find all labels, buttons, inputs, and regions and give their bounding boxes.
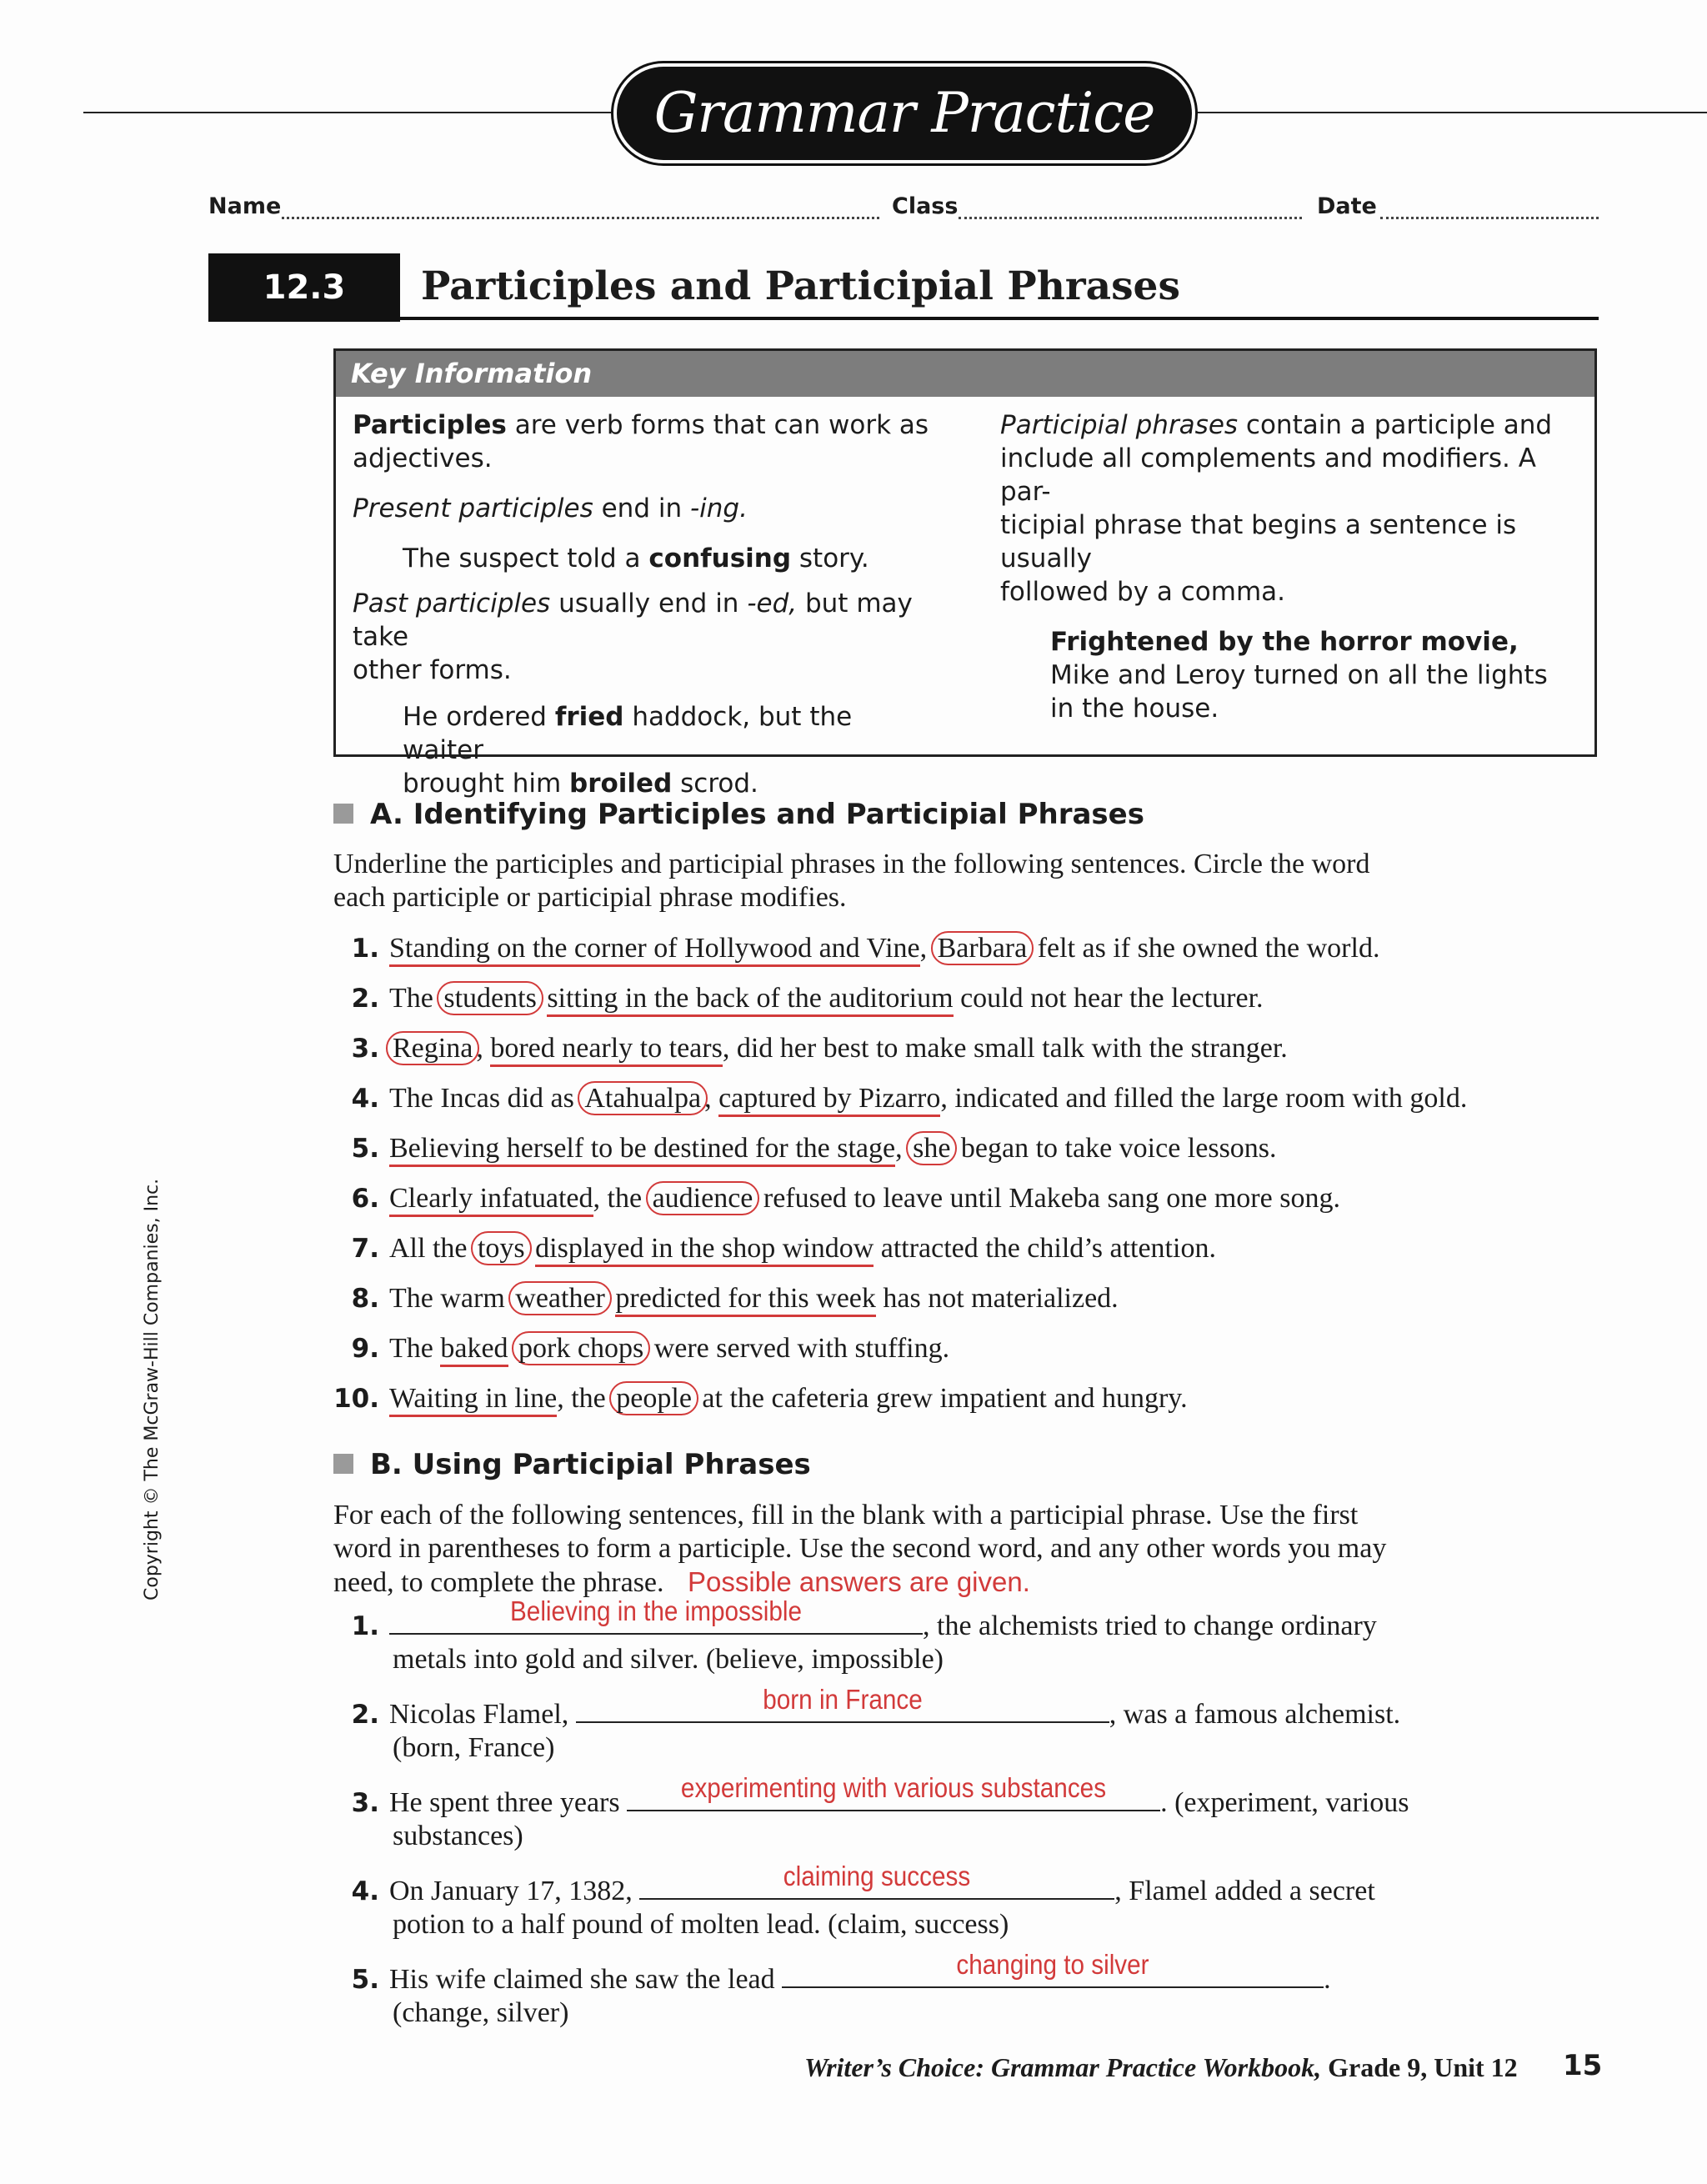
underlined-participle: displayed in the shop window (535, 1233, 874, 1267)
page-banner: Grammar Practice (617, 67, 1192, 160)
circled-word: Regina (386, 1031, 479, 1065)
sentence-text: , (704, 1083, 719, 1114)
fill-in-item (329, 1772, 1596, 1853)
underlined-participle: predicted for this week (615, 1283, 876, 1317)
underlined-participle: bored nearly to tears (490, 1033, 723, 1067)
underlined-participle: Standing on the corner of Hollywood and Vine (389, 933, 920, 967)
key-text: -ed, (747, 589, 798, 619)
class-label: Class (892, 193, 959, 219)
circled-word: audience (646, 1181, 760, 1215)
part-b-instructions (333, 1499, 1386, 1600)
sentence-text: . (experiment, various (1160, 1787, 1409, 1818)
sentence-text: The (389, 983, 441, 1014)
underlined-participle: Waiting in line (389, 1383, 557, 1417)
circled-word: weather (508, 1281, 612, 1315)
fill-in-item (329, 1949, 1596, 2030)
key-text: ticipial phrase that begins a sentence is usually (1000, 510, 1517, 574)
circled-word: people (609, 1381, 698, 1415)
exercise-item (329, 1024, 1596, 1074)
sentence-text: potion to a half pound of molten lead. (claim, success) (393, 1909, 1009, 1940)
answer-blank[interactable] (389, 1595, 923, 1635)
item-number: 9. (351, 1334, 379, 1364)
square-bullet-icon (333, 804, 353, 824)
header-rule-left (83, 112, 625, 113)
square-bullet-icon (333, 1454, 353, 1474)
exercise-item (329, 1074, 1596, 1124)
underlined-participle: sitting in the back of the auditorium (547, 983, 953, 1017)
example-text: story. (798, 543, 869, 574)
circled-word: pork chops (512, 1331, 650, 1365)
example-text: He ordered (403, 702, 547, 732)
example-text: The suspect told a (403, 543, 641, 574)
circled-word: she (906, 1131, 957, 1165)
sentence-text: attracted the child’s attention. (874, 1233, 1216, 1264)
sentence-text: at the cafeteria grew impatient and hungry. (694, 1383, 1188, 1414)
exercise-item (329, 1124, 1596, 1174)
footer-book: Writer’s Choice: Grammar Practice Workbook, (804, 2052, 1322, 2082)
sentence-text (528, 1233, 536, 1264)
sentence-text: , the (557, 1383, 613, 1414)
item-number: 8. (351, 1284, 379, 1314)
sentence-text: , the (593, 1183, 649, 1214)
sentence-text: The (389, 1333, 441, 1364)
sentence-text: (born, France) (393, 1732, 555, 1763)
key-info-heading: Key Information (336, 351, 1594, 397)
answer-note: Possible answers are given. (688, 1566, 1030, 1597)
example-text: brought him (403, 769, 562, 799)
exercise-item (329, 924, 1596, 974)
sentence-text: , (895, 1133, 910, 1164)
sentence-text: substances) (393, 1821, 523, 1851)
copyright: Copyright © The McGraw-Hill Companies, Inc. (142, 1178, 163, 1600)
example-bold: fried (554, 702, 624, 732)
handwritten-answer: born in France (763, 1684, 923, 1715)
sentence-text: His wife claimed she saw the lead (389, 1964, 783, 1995)
sentence-text: , (919, 933, 934, 964)
sentence-text: , did her best to make small talk with the stranger. (722, 1033, 1288, 1064)
example-bold: broiled (569, 769, 673, 799)
exercise-item (329, 1274, 1596, 1324)
answer-blank[interactable] (639, 1861, 1114, 1900)
instruction-line: each participle or participial phrase modifies. (333, 882, 847, 913)
name-field[interactable] (282, 217, 879, 219)
key-text: usually end in (558, 589, 739, 619)
sentence-text: The Incas did as (389, 1083, 582, 1114)
sentence-text: , the alchemists tried to change ordinary (923, 1610, 1377, 1641)
sentence-text: , was a famous alchemist. (1109, 1699, 1401, 1730)
sentence-text: refused to leave until Makeba sang one more song. (756, 1183, 1340, 1214)
exercise-item (329, 1324, 1596, 1374)
circled-word: toys (471, 1231, 532, 1265)
key-text: include all complements and modifiers. A par- (1000, 443, 1536, 507)
item-number: 2. (351, 1700, 379, 1730)
key-text: contain a participle and (1245, 410, 1553, 440)
exercise-item (329, 974, 1596, 1024)
key-info-right (1000, 408, 1584, 725)
answer-blank[interactable] (576, 1684, 1109, 1723)
sentence-text: , (476, 1033, 491, 1064)
circled-word: Barbara (931, 931, 1034, 965)
part-a-heading-text: A. Identifying Participles and Participial Phrases (370, 798, 1144, 831)
item-number: 6. (351, 1184, 379, 1214)
key-text: followed by a comma. (1000, 577, 1286, 607)
kw-participial-phrases: Participial phrases (1000, 410, 1239, 440)
key-text: end in (601, 493, 683, 523)
item-number: 7. (351, 1234, 379, 1264)
sentence-text: The warm (389, 1283, 513, 1314)
key-info-left (353, 408, 936, 800)
instruction-line: word in parentheses to form a participle. Use the second word, and any other words you may (333, 1533, 1387, 1564)
class-field[interactable] (959, 217, 1302, 219)
page-number: 15 (1563, 2049, 1603, 2082)
handwritten-answer: experimenting with various substances (681, 1772, 1107, 1803)
sentence-text: metals into gold and silver. (believe, impossible) (393, 1644, 944, 1675)
sentence-text: All the (389, 1233, 474, 1264)
footer-grade: Grade 9, Unit 12 (1328, 2052, 1518, 2082)
date-label: Date (1317, 193, 1377, 219)
key-text: are verb forms that can work as (514, 410, 929, 440)
sentence-text: He spent three years (389, 1787, 628, 1818)
kw-past-participles: Past participles (353, 589, 551, 619)
item-number: 1. (351, 1611, 379, 1641)
section-number: 12.3 (208, 253, 400, 322)
underlined-participle: captured by Pizarro (718, 1083, 940, 1117)
part-b-heading (333, 1446, 811, 1483)
instruction-line: For each of the following sentences, fill in the blank with a participial phrase. Use the first (333, 1500, 1359, 1530)
sentence-text: began to take voice lessons. (954, 1133, 1277, 1164)
example-text: scrod. (680, 769, 758, 799)
part-a-instructions (333, 848, 1369, 914)
example-text: Mike and Leroy turned on all the lights (1050, 660, 1548, 690)
key-text: -ing. (689, 493, 748, 523)
sentence-text: felt as if she owned the world. (1030, 933, 1380, 964)
footer-citation (804, 2052, 1518, 2083)
sentence-text: were served with stuffing. (647, 1333, 950, 1364)
date-field[interactable] (1380, 217, 1599, 219)
answer-blank[interactable] (782, 1949, 1324, 1988)
handwritten-answer: changing to silver (956, 1949, 1149, 1980)
circled-word: students (437, 981, 543, 1015)
item-number: 3. (351, 1788, 379, 1818)
name-label: Name (208, 193, 282, 219)
item-number: 2. (351, 984, 379, 1014)
item-number: 4. (351, 1876, 379, 1906)
sentence-text: has not materialized. (875, 1283, 1119, 1314)
kw-present-participles: Present participles (353, 493, 593, 523)
instruction-line: Underline the participles and participial phrases in the following sentences. Circle the word (333, 849, 1370, 879)
part-a-list (329, 924, 1596, 1424)
sentence-text: (change, silver) (393, 1997, 569, 2028)
item-number: 10. (333, 1384, 379, 1414)
key-text: other forms. (353, 655, 512, 685)
header-rule-right (1192, 112, 1707, 113)
underlined-participle: Clearly infatuated (389, 1183, 593, 1217)
sentence-text: Nicolas Flamel, (389, 1699, 576, 1730)
exercise-item (329, 1374, 1596, 1424)
fill-in-item (329, 1595, 1596, 1676)
sentence-text: . (1324, 1964, 1331, 1995)
item-number: 1. (351, 934, 379, 964)
sentence-text: , Flamel added a secret (1114, 1876, 1375, 1906)
handwritten-answer: claiming success (783, 1861, 971, 1891)
exercise-item (329, 1224, 1596, 1274)
part-b-list (329, 1595, 1596, 2046)
key-text: adjectives. (353, 443, 493, 473)
item-number: 4. (351, 1084, 379, 1114)
item-number: 5. (351, 1134, 379, 1164)
part-b-heading-text: B. Using Participial Phrases (370, 1448, 811, 1481)
circled-word: Atahualpa (578, 1081, 708, 1115)
underlined-participle: baked (440, 1333, 508, 1367)
key-text: but may take (353, 589, 913, 652)
section-title: Participles and Participial Phrases (421, 263, 1180, 309)
kw-participles: Participles (353, 410, 507, 440)
item-number: 5. (351, 1965, 379, 1995)
sentence-text: could not hear the lecturer. (953, 983, 1264, 1014)
instruction-line: need, to complete the phrase. (333, 1567, 664, 1598)
example-bold: confusing (648, 543, 792, 574)
answer-blank[interactable] (627, 1772, 1160, 1811)
example-text: in the house. (1050, 694, 1219, 724)
part-a-heading (333, 796, 1144, 833)
handwritten-answer: Believing in the impossible (509, 1595, 802, 1626)
fill-in-item (329, 1861, 1596, 1941)
sentence-text: , indicated and filled the large room with gold. (940, 1083, 1468, 1114)
underlined-participle: Believing herself to be destined for the stage (389, 1133, 895, 1167)
example-text: haddock, but the waiter (403, 702, 853, 765)
exercise-item (329, 1174, 1596, 1224)
example-bold: Frightened by the horror movie, (1050, 627, 1519, 657)
item-number: 3. (351, 1034, 379, 1064)
section-rule (400, 317, 1599, 320)
fill-in-item (329, 1684, 1596, 1765)
sentence-text: On January 17, 1382, (389, 1876, 640, 1906)
